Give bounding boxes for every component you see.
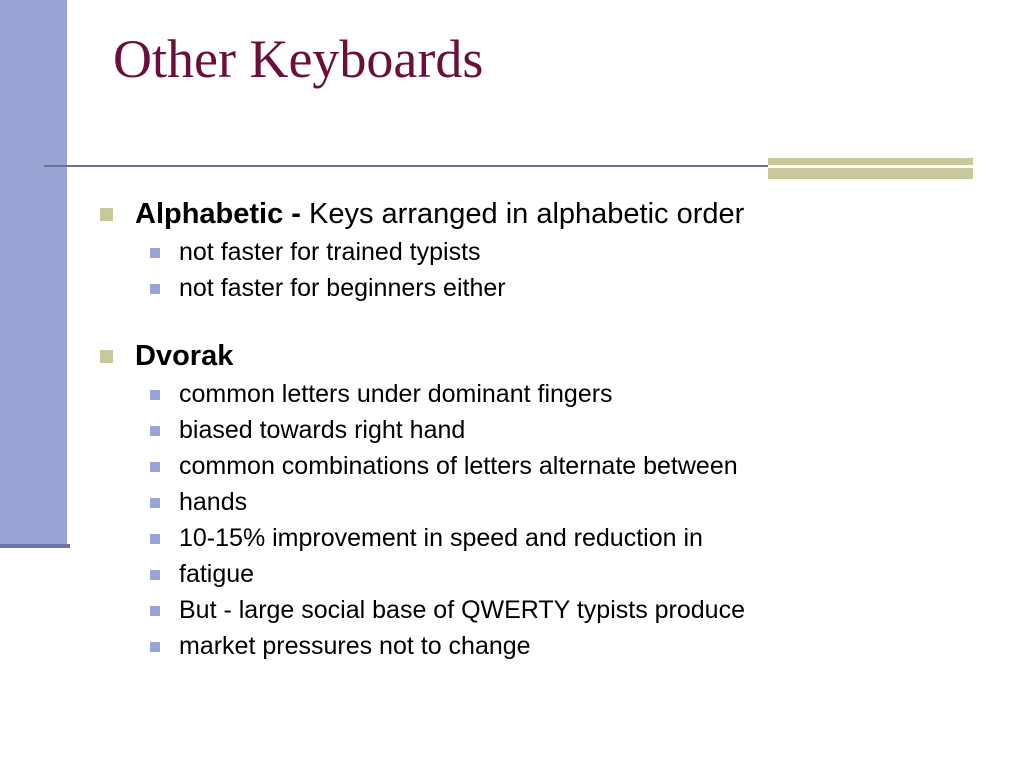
square-bullet-icon: [150, 390, 160, 400]
sub-bullet: [100, 234, 980, 270]
slide-title: Other Keyboards: [113, 29, 484, 89]
sub-bullet-text: biased towards right hand: [179, 416, 466, 444]
sub-bullet: [100, 484, 980, 520]
square-bullet-icon: [150, 284, 160, 294]
sub-bullet: [100, 376, 980, 412]
accent-block: [768, 158, 973, 179]
bullet-alphabetic: [100, 194, 980, 234]
sub-bullet-text: common letters under dominant fingers: [179, 380, 613, 408]
sub-bullet: [100, 270, 980, 306]
section-spacer: [100, 306, 980, 336]
square-bullet-icon: [150, 534, 160, 544]
sub-bullet: [100, 556, 980, 592]
square-bullet-icon: [150, 462, 160, 472]
sub-bullet-text: not faster for trained typists: [179, 238, 481, 266]
sub-bullet-text: 10-15% improvement in speed and reduction in: [179, 524, 703, 552]
square-bullet-icon: [150, 426, 160, 436]
sub-bullet-text: fatigue: [179, 560, 255, 588]
bullet-content: [100, 194, 980, 664]
left-decorative-bar: [0, 0, 67, 548]
sub-bullet-text: hands: [179, 488, 248, 516]
square-bullet-icon: [100, 350, 113, 363]
sub-bullet-text: common combinations of letters alternate between: [179, 452, 738, 480]
sub-bullet-text: But - large social base of QWERTY typists produce: [179, 596, 745, 624]
sub-bullet: [100, 520, 980, 556]
bullet-heading-text: Keys arranged in alphabetic order: [300, 198, 745, 230]
bullet-heading-bold: Dvorak: [135, 340, 234, 372]
sub-bullet: [100, 592, 980, 628]
square-bullet-icon: [150, 248, 160, 258]
square-bullet-icon: [150, 642, 160, 652]
square-bullet-icon: [100, 208, 113, 221]
square-bullet-icon: [150, 606, 160, 616]
sub-bullet-text: market pressures not to change: [179, 632, 531, 660]
left-bar-bottom-edge: [0, 544, 70, 548]
bullet-heading-bold: Alphabetic -: [135, 198, 301, 230]
sub-bullet-text: not faster for beginners either: [179, 274, 506, 302]
square-bullet-icon: [150, 570, 160, 580]
sub-bullet: [100, 628, 980, 664]
sub-bullet: [100, 412, 980, 448]
accent-stripe: [768, 165, 973, 168]
square-bullet-icon: [150, 498, 160, 508]
sub-bullet: [100, 448, 980, 484]
bullet-dvorak: [100, 336, 980, 376]
